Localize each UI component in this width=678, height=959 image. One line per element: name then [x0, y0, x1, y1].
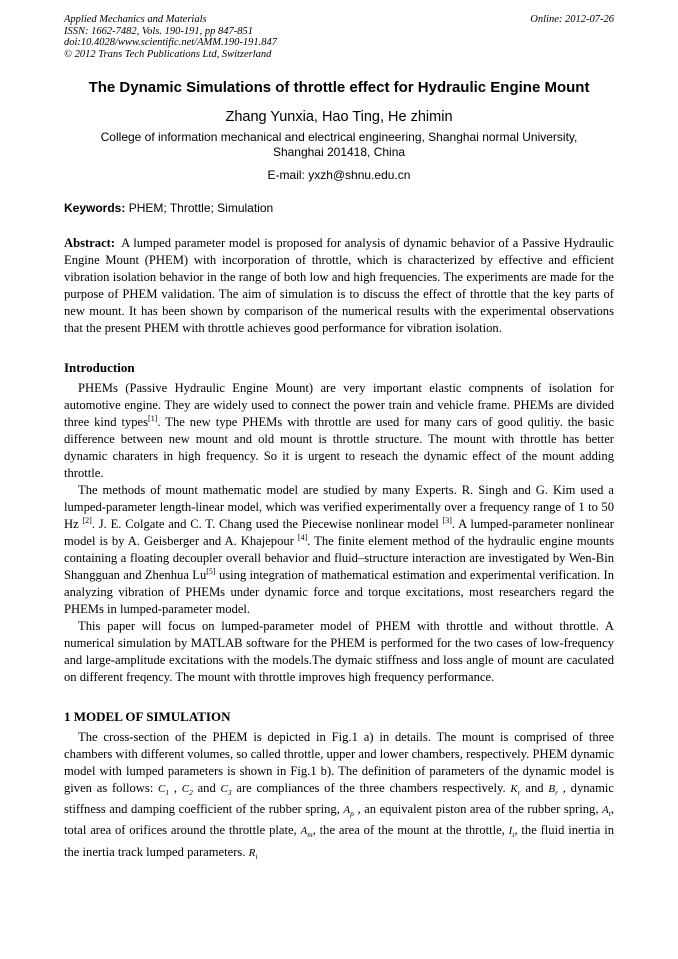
online-date: Online: 2012-07-26: [530, 14, 614, 25]
symbol-c2: [181, 783, 193, 798]
symbol-sub: i: [255, 851, 258, 861]
journal-doi: doi:10.4028/www.scientific.net/AMM.190-191.847: [64, 37, 277, 48]
keywords: [64, 201, 614, 216]
citation: [3]: [442, 515, 452, 525]
intro-paragraph-1: [64, 380, 614, 482]
citation: [5]: [206, 566, 216, 576]
symbol-base: A: [343, 804, 351, 817]
symbol-sub: 1: [165, 788, 170, 798]
text-run: using integration of mathematical estimation and experimental verification. In analyzing vibration of PHEMs under dynamic force and torque excitations, most researchers regard the PHEMs in lumped-parameter model.: [64, 568, 614, 616]
text-run: . The finite element method of the hydraulic engine mounts containing a floating decoupler overall behavior and fluid–structure interaction are investigated by Wen-Bin Shangguan and Zhenhua Lu: [64, 534, 614, 582]
text-run: , the area of the mount at the throttle,: [312, 823, 509, 838]
symbol-base: C: [181, 783, 190, 795]
paper-title: The Dynamic Simulations of throttle effect for Hydraulic Engine Mount: [88, 79, 590, 96]
symbol-sub: r: [555, 788, 558, 798]
keywords-label: Keywords:: [64, 201, 126, 215]
symbol-sub: 2: [189, 788, 193, 798]
text-run: ,: [169, 781, 182, 795]
symbol-base: I: [508, 825, 513, 838]
symbol-sub: r: [517, 788, 521, 798]
paper-authors: Zhang Yunxia, Hao Ting, He zhimin: [225, 109, 453, 125]
symbol-base: C: [220, 783, 228, 795]
symbol-at: [602, 804, 611, 819]
text-run: and: [520, 781, 549, 795]
symbol-base: K: [510, 783, 518, 795]
symbol-c3: [220, 783, 232, 798]
symbol-sub: m: [307, 830, 313, 840]
symbol-base: B: [548, 783, 556, 795]
affiliation-line-2: Shanghai 201418, China: [272, 145, 406, 159]
abstract-label: Abstract:: [64, 236, 116, 250]
abstract: [64, 235, 614, 337]
keywords-text: PHEM; Throttle; Simulation: [128, 201, 274, 215]
text-run: The methods of mount mathematic model are studied by many Experts. R. Singh and G. Kim used a lumped-parameter length-linear model, which was verified experimentally over a frequency range of 1 to 50 Hz: [64, 483, 614, 531]
text-run: and: [192, 781, 221, 795]
introduction-heading: Introduction: [64, 360, 135, 375]
symbol-kr: [510, 783, 521, 798]
symbol-sub: t: [608, 809, 611, 819]
citation: [2]: [82, 515, 92, 525]
paper-page: [64, 14, 614, 865]
journal-header: [64, 14, 614, 60]
abstract-text: A lumped parameter model is proposed for analysis of dynamic behavior of a Passive Hydraulic Engine Mount (PHEM) with incorporation of throttle, which is characterized by effective and efficient vibration isolation behavior in the range of both low and high frequencies. The experiments are made for the purpose of PHEM validation. The aim of simulation is to discuss the effect of throttle that the key parts of new mount. It has been shown by comparison of the numerical results with the experimental observations that the present PHEM with throttle achieves good performance for vibration isolation.: [64, 236, 614, 335]
text-run: . J. E. Colgate and C. T. Chang used the Piecewise nonlinear model: [91, 517, 443, 531]
text-run: , an equivalent piston area of the rubber spring,: [353, 802, 603, 817]
symbol-sub: 3: [227, 788, 232, 798]
symbol-ri: [249, 847, 258, 859]
symbol-base: A: [602, 804, 609, 817]
symbol-c1: [158, 783, 170, 798]
symbol-br: [548, 783, 558, 798]
symbol-base: R: [248, 846, 256, 859]
intro-paragraph-3: This paper will focus on lumped-parameter model of PHEM with throttle and without throttle. A numerical simulation by MATLAB software for the PHEM is performed for the two cases of low-frequency and large-amplitude excitations with the models.The dymaic stiffness and loss angle of mount are caculated on different freqency. The mount with throttle improves high frequency performance.: [64, 619, 614, 684]
text-run: The cross-section of the PHEM is depicted in Fig.1 a) in details. The mount is comprised of three chambers with different volumes, so called throttle, upper and lower chambers, respectively. PHEM dynamic model with lumped parameters is shown in Fig.1 b). The definition of parameters of the dynamic model is given as follows:: [64, 730, 614, 795]
symbol-base: A: [300, 825, 308, 838]
affiliation: [64, 130, 614, 160]
citation: [1]: [148, 413, 158, 423]
symbol-sub: t: [512, 830, 515, 840]
symbol-am: [300, 825, 313, 840]
text-run: , total area of orifices around the throttle plate,: [64, 802, 614, 838]
symbol-base: C: [158, 783, 166, 795]
model-heading: 1 MODEL OF SIMULATION: [64, 709, 231, 724]
affiliation-line-1: College of information mechanical and electrical engineering, Shanghai normal University,: [100, 130, 578, 144]
model-paragraph-1: [64, 729, 614, 865]
text-run: . The new type PHEMs with throttle are used for many cars of good qulitiy. the basic difference between new mount and old mount is throttle structure. The mount with throttle has better dynamic charaters in high frequency. So it is urgent to reseach the dynamic effect of the mount adding throttle.: [64, 415, 614, 480]
intro-paragraph-2: [64, 482, 614, 618]
text-run: . A lumped-parameter nonlinear model is by A. Geisberger and A. Khajepour: [64, 517, 614, 548]
citation: [4]: [297, 532, 308, 542]
text-run: PHEMs (Passive Hydraulic Engine Mount) are very important elastic compnents of isolation for automotive engine. They are widely used to connect the power train and vehicle frame. PHEMs are divided three kind types: [64, 381, 614, 429]
journal-copyright: © 2012 Trans Tech Publications Ltd, Switzerland: [64, 48, 272, 60]
symbol-sub: p: [350, 809, 354, 819]
author-email: E-mail: yxzh@shnu.edu.cn: [267, 168, 411, 182]
text-run: , the fluid inertia in the inertia track lumped parameters.: [64, 823, 615, 859]
text-run: , dynamic stiffness and damping coefficient of the rubber spring,: [64, 781, 615, 817]
journal-name: Applied Mechanics and Materials: [64, 14, 207, 25]
text-run: are compliances of the three chambers respectively.: [231, 781, 511, 795]
symbol-ap: [343, 804, 354, 819]
journal-issn: ISSN: 1662-7482, Vols. 190-191, pp 847-851: [64, 25, 253, 37]
